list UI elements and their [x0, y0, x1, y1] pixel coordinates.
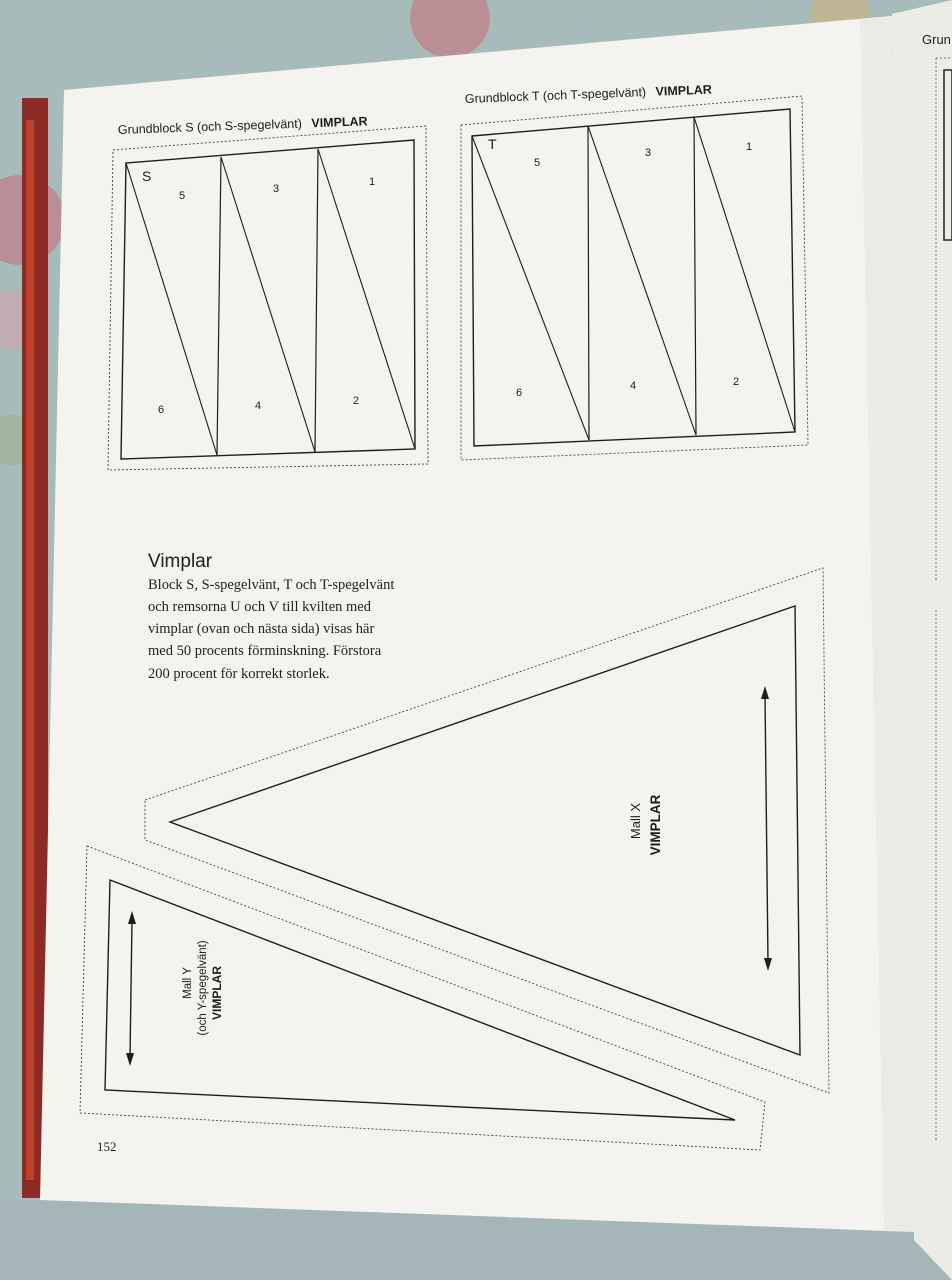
block-s-piece-6: 6	[158, 404, 165, 416]
block-s-letter: S	[142, 168, 152, 184]
template-y-name: Mall Y	[182, 967, 194, 999]
block-s-piece-5: 5	[179, 190, 186, 202]
body-line-2: och remsorna U och V till kvilten med	[148, 599, 371, 615]
body-line-1: Block S, S-spegelvänt, T och T-spegelvänt	[148, 577, 395, 593]
block-t-piece-4: 4	[630, 380, 637, 392]
block-s-piece-3: 3	[273, 183, 280, 195]
block-t-piece-3: 3	[645, 147, 652, 159]
section-title: Vimplar	[148, 551, 213, 572]
body-line-4: med 50 procents förminskning. Förstora	[148, 643, 382, 659]
block-t-piece-6: 6	[516, 387, 523, 399]
body-line-3: vimplar (ovan och nästa sida) visas här	[148, 621, 375, 637]
template-y-subtitle: (och Y-spegelvänt)	[197, 940, 209, 1036]
block-s-heading: Grundblock S (och S-spegelvänt) VIMPLAR	[117, 114, 368, 137]
block-s-piece-1: 1	[369, 176, 376, 188]
block-s-piece-4: 4	[255, 400, 262, 412]
block-s-piece-2: 2	[353, 395, 360, 407]
page-number: 152	[97, 1139, 117, 1154]
right-page-fragment-text: Grun	[922, 32, 951, 47]
template-x-name: Mall X	[628, 802, 643, 840]
block-t-piece-1: 1	[746, 141, 753, 153]
block-t-piece-2: 2	[733, 376, 740, 388]
template-x-label: VIMPLAR	[648, 794, 663, 856]
block-t-heading: Grundblock T (och T-spegelvänt) VIMPLAR	[464, 82, 713, 106]
block-t-piece-5: 5	[534, 157, 541, 169]
body-line-5: 200 procent för korrekt storlek.	[148, 666, 330, 682]
block-t-letter: T	[488, 136, 497, 152]
template-y-label: VIMPLAR	[210, 966, 224, 1020]
